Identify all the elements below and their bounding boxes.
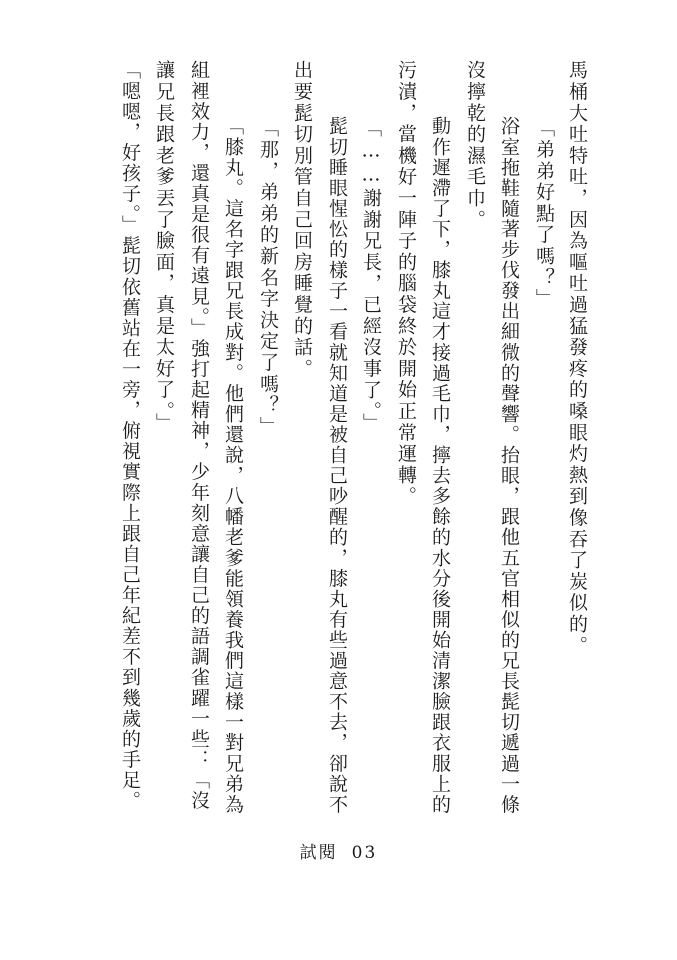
text-column-4: 沒擰乾的濕毛巾。 (464, 60, 486, 231)
text-column-3: 浴室拖鞋隨著步伐發出細微的聲響。抬眼，跟他五官相似的兄長髭切遞過一條 (498, 116, 520, 815)
page-footer (0, 838, 677, 863)
text-column-8: 髭切睡眼惺忪的樣子一看就知道是被自己吵醒的，膝丸有些過意不去，卻說不 (326, 116, 348, 815)
text-column-6: 污漬，當機好一陣子的腦袋終於開始正常運轉。 (395, 60, 417, 508)
text-column-14: 「嗯嗯，好孩子。」髭切依舊站在一旁，俯視實際上跟自己年紀差不到幾歲的手足。 (119, 60, 141, 811)
footer-label: 試閱 (299, 843, 338, 863)
text-column-12: 組裡效力，還真是很有遠見。」強打起精神，少年刻意讓自己的語調雀躍一些：「沒 (188, 60, 210, 811)
text-column-5: 動作遲滯了下，膝丸這才接過毛巾，擰去多餘的水分後開始清潔臉跟衣服上的 (429, 116, 451, 815)
text-column-9: 出要髭切別管自己回房睡覺的話。 (291, 60, 313, 380)
text-column-10: 「那，弟弟的新名字決定了嗎？」 (257, 118, 279, 438)
text-column-7: 「……謝謝兄長，已經沒事了。」 (360, 118, 382, 434)
text-column-13: 讓兄長跟老爹丟了臉面，真是太好了。」 (153, 60, 175, 434)
text-column-11: 「膝丸。這名字跟兄長成對。他們還說，八幡老爹能領養我們這樣一對兄弟為 (222, 116, 244, 815)
page-number: 03 (351, 843, 378, 863)
text-column-1: 馬桶大吐特吐，因為嘔吐過猛發疼的嗓眼灼熱到像吞了炭似的。 (566, 60, 588, 657)
text-column-2: 「弟弟好點了嗎？」 (533, 118, 555, 310)
